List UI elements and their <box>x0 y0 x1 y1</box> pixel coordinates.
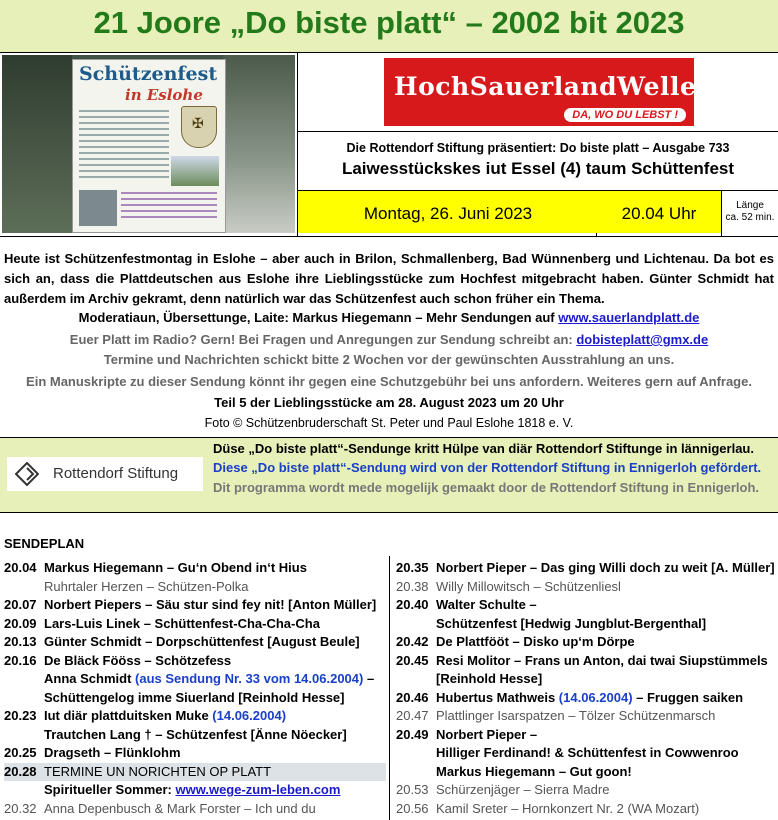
poster-subtitle: in Eslohe <box>125 86 203 104</box>
entry-text: Hilliger Ferdinand! & Schüttenfest in Cowwenroo <box>436 745 739 760</box>
diamond-icon <box>15 462 39 486</box>
divider <box>0 236 778 237</box>
entry-archive-note: (14.06.2004) <box>208 708 287 723</box>
schedule-time: 20.40 <box>396 597 429 612</box>
schedule-entry <box>44 782 340 797</box>
broadcast-time: 20.04 Uhr <box>621 204 697 223</box>
entry-text: Walter Schulte – <box>436 597 537 612</box>
schedule-time: 20.46 <box>396 689 429 705</box>
schedule-entry <box>436 727 537 742</box>
schedule-entry <box>44 690 345 705</box>
schedule-time: 20.25 <box>4 745 37 760</box>
schedule-row <box>4 615 386 634</box>
entry-link[interactable]: www.wege-zum-leben.com <box>175 782 341 797</box>
schedule-row <box>4 559 386 578</box>
entry-text: Dragseth – Flünklohm <box>44 745 181 760</box>
entry-text: Schürzenjäger – Sierra Madre <box>436 782 610 797</box>
schedule-entry <box>436 690 743 705</box>
termine-line: Termine und Nachrichten schickt bitte 2 Wochen vor der gewünschten Ausstrahlung an uns. <box>103 352 675 367</box>
schedule-row <box>396 800 776 819</box>
schedule-left <box>4 559 386 818</box>
sponsor-line-platt: Düse „Do biste platt“-Sendunge kritt Hülpe van diär Rottendorf Stiftunge in lännigerlau. <box>213 441 754 456</box>
schedule-entry <box>44 634 360 649</box>
schedule-entry <box>436 653 768 668</box>
schedule-row <box>396 596 776 615</box>
entry-text-after: – <box>363 671 375 686</box>
schedule-row <box>396 670 776 689</box>
event-photo <box>2 55 295 233</box>
schedule-entry <box>44 579 249 594</box>
schedule-time: 20.56 <box>396 800 429 816</box>
entry-archive-note: (14.06.2004) <box>555 689 633 705</box>
next-episode-line: Teil 5 der Lieblingsstücke am 28. August 2023 um 20 Uhr <box>214 395 564 410</box>
moderation-link[interactable]: www.sauerlandplatt.de <box>558 310 700 325</box>
length-value: ca. 52 min. <box>725 212 775 223</box>
broadcast-date: Montag, 26. Juni 2023 <box>363 204 533 223</box>
entry-text: TERMINE UN NORICHTEN OP PLATT <box>44 763 272 779</box>
schedule-row <box>396 763 776 782</box>
entry-text: Hubertus Mathweis <box>436 689 556 705</box>
schedule-time: 20.38 <box>396 578 429 594</box>
sponsor-logo-name: Rottendorf Stiftung <box>53 465 179 482</box>
schedule-row <box>396 726 776 745</box>
schedule-row <box>4 744 386 763</box>
schedule-time: 20.23 <box>4 708 37 723</box>
schedule-time: 20.47 <box>396 708 429 723</box>
schedule-row <box>396 652 776 671</box>
entry-text: Trautchen Lang † – Schützenfest [Änne Nöecker] <box>44 726 347 742</box>
sponsor-line-dutch: Dit programma wordt mede mogelijk gemaakt door de Rottendorf Stiftung in Ennigerloh. <box>213 480 760 495</box>
schedule-entry <box>44 560 307 575</box>
schedule-entry <box>44 764 271 779</box>
entry-text: Anna Schmidt <box>44 671 132 686</box>
schedule-time: 20.45 <box>396 652 429 668</box>
manuskripte-line: Ein Manuskripte zu dieser Sendung könnt ihr gegen eine Schutzgebühr bei uns anfordern. Weiteres gern auf Anfrage. <box>26 374 752 389</box>
entry-text: Norbert Pieper – Das ging Willi doch zu weit [A. Müller] <box>436 560 775 575</box>
entry-text-after: – Fruggen saiken <box>632 689 744 705</box>
schedule-time: 20.04 <box>4 560 37 575</box>
schedule-entry <box>436 801 699 816</box>
schedule-time: 20.09 <box>4 615 37 631</box>
entry-text: Willy Millowitsch – Schützenliesl <box>436 578 621 594</box>
entry-text: De Bläck Fööss – Schötzefess <box>44 652 232 668</box>
crest-icon: ✠ <box>181 106 217 148</box>
schedule-heading: SENDEPLAN <box>4 536 85 551</box>
moderation-line <box>0 308 778 327</box>
schedule-entry <box>44 708 286 723</box>
schedule-row <box>4 781 386 800</box>
schedule-entry <box>44 653 231 668</box>
entry-text: Norbert Pieper – <box>436 726 538 742</box>
schedule-row <box>396 578 776 597</box>
entry-text: Schützenfest [Hedwig Jungblut-Bergenthal] <box>436 615 707 631</box>
contact-email-link[interactable]: dobisteplatt@gmx.de <box>576 332 709 347</box>
schedule-row <box>4 670 386 689</box>
schedule-row <box>4 689 386 708</box>
page-title: 21 Joore „Do biste platt“ – 2002 bit 2023 <box>0 0 778 53</box>
schedule-row <box>396 781 776 800</box>
presents-line: Die Rottendorf Stiftung präsentiert: Do biste platt – Ausgabe 733 <box>346 141 730 155</box>
entry-text: Markus Hiegemann – Gu‘n Obend in‘t Hius <box>44 560 307 575</box>
episode-title: Laiwesstückskes iut Essel (4) taum Schüttenfest <box>341 159 735 178</box>
schedule-entry <box>436 579 621 594</box>
photo-credit: Foto © Schützenbruderschaft St. Peter und Paul Eslohe 1818 e. V. <box>204 416 574 430</box>
entry-text: Schüttengelog imme Siuerland [Reinhold Hesse] <box>44 689 345 705</box>
entry-text: Plattlinger Isarspatzen – Tölzer Schützenmarsch <box>436 708 716 723</box>
entry-text: Ruhrtaler Herzen – Schützen-Polka <box>44 578 249 594</box>
schedule-time: 20.16 <box>4 652 37 668</box>
entry-text: Resi Molitor – Frans un Anton, dai twai Siupstümmels <box>436 652 768 668</box>
schedule-row <box>396 633 776 652</box>
schedule-time: 20.28 <box>4 763 37 779</box>
moderation-text: Moderatiaun, Übersettunge, Laite: Markus Hiegemann – Mehr Sendungen auf <box>78 310 555 325</box>
entry-text: Spiritueller Sommer: <box>44 782 172 797</box>
schedule-row <box>4 633 386 652</box>
broadcast-length <box>722 200 778 224</box>
entry-text: Iut diär plattduitsken Muke <box>44 708 209 723</box>
schedule-entry <box>436 708 715 723</box>
schedule-entry <box>436 764 632 779</box>
entry-text: De Plattfööt – Disko up‘m Dörpe <box>436 634 635 649</box>
logo-tagline: DA, WO DU LEBST ! <box>564 108 686 122</box>
schedule-time: 20.32 <box>4 800 37 816</box>
radio-text: Euer Platt im Radio? Gern! Bei Fragen und Anregungen zur Sendung schreibt an: <box>69 332 573 347</box>
schedule-time: 20.42 <box>396 634 429 649</box>
schedule-row <box>4 652 386 671</box>
schedule-row <box>396 615 776 634</box>
schedule-row <box>396 559 776 578</box>
schedule-entry <box>436 782 609 797</box>
logo-text: HochSauerlandWelle <box>394 72 697 101</box>
schedule-row <box>396 689 776 708</box>
schedule-row <box>4 707 386 726</box>
schedule-time: 20.07 <box>4 597 37 612</box>
schedule-row <box>4 763 386 782</box>
entry-text: Günter Schmidt – Dorpschüttenfest [August Beule] <box>44 634 360 649</box>
intro-text: Heute ist Schützenfestmontag in Eslohe – aber auch in Brilon, Schmallenberg, Bad Wünnenberg und Lichtenau. Da bot es sich an, dass die Plattdeutschen aus Eslohe ihre Lieblingsstücke zum Hochfest mitgebracht haben. Günter Schmidt hat außerdem im Archiv gekramt, denn natürlich war das Schützenfest auch schon früher ein Thema. <box>4 251 774 306</box>
schedule-time: 20.35 <box>396 560 429 575</box>
schedule-entry <box>44 745 181 760</box>
schedule-row <box>4 800 386 819</box>
divider <box>297 131 778 132</box>
schedule-row <box>4 578 386 597</box>
sponsor-line-german: Diese „Do biste platt“-Sendung wird von der Rottendorf Stiftung in Ennigerloh gefördert. <box>213 460 762 475</box>
schedule-row <box>4 596 386 615</box>
schedule-row <box>396 707 776 726</box>
schedule-entry <box>436 745 739 760</box>
length-label: Länge <box>736 200 764 211</box>
entry-text: Lars-Luis Linek – Schüttenfest-Cha-Cha-Cha <box>44 615 320 631</box>
festival-poster <box>72 59 226 233</box>
entry-text: Anna Depenbusch & Mark Forster – Ich und du <box>44 800 316 816</box>
schedule-entry <box>44 801 316 816</box>
schedule-time: 20.13 <box>4 634 37 649</box>
entry-text: Norbert Piepers – Säu stur sind fey nit! [Anton Müller] <box>44 597 377 612</box>
schedule-entry <box>44 671 374 686</box>
sponsor-logo <box>7 457 203 491</box>
schedule-right <box>396 559 776 818</box>
schedule-time: 20.53 <box>396 782 429 797</box>
entry-text: Kamil Sreter – Hornkonzert Nr. 2 (WA Mozart) <box>436 800 700 816</box>
entry-archive-note: (aus Sendung Nr. 33 vom 14.06.2004) <box>131 671 364 686</box>
schedule-entry <box>436 671 542 686</box>
radio-logo <box>384 58 697 126</box>
schedule-entry <box>436 597 537 612</box>
schedule-row <box>4 726 386 745</box>
schedule-entry <box>436 634 635 649</box>
schedule-entry <box>44 597 376 612</box>
schedule-time: 20.49 <box>396 726 429 742</box>
schedule-entry <box>436 616 706 631</box>
entry-text: [Reinhold Hesse] <box>436 671 543 686</box>
radio-line <box>0 330 778 349</box>
schedule-row <box>396 744 776 763</box>
entry-text: Markus Hiegemann – Gut goon! <box>436 763 632 779</box>
poster-title: Schützenfest <box>79 63 218 85</box>
schedule-entry <box>44 727 347 742</box>
schedule-entry <box>44 616 320 631</box>
schedule-entry <box>436 560 775 575</box>
schedule-divider <box>389 556 390 820</box>
